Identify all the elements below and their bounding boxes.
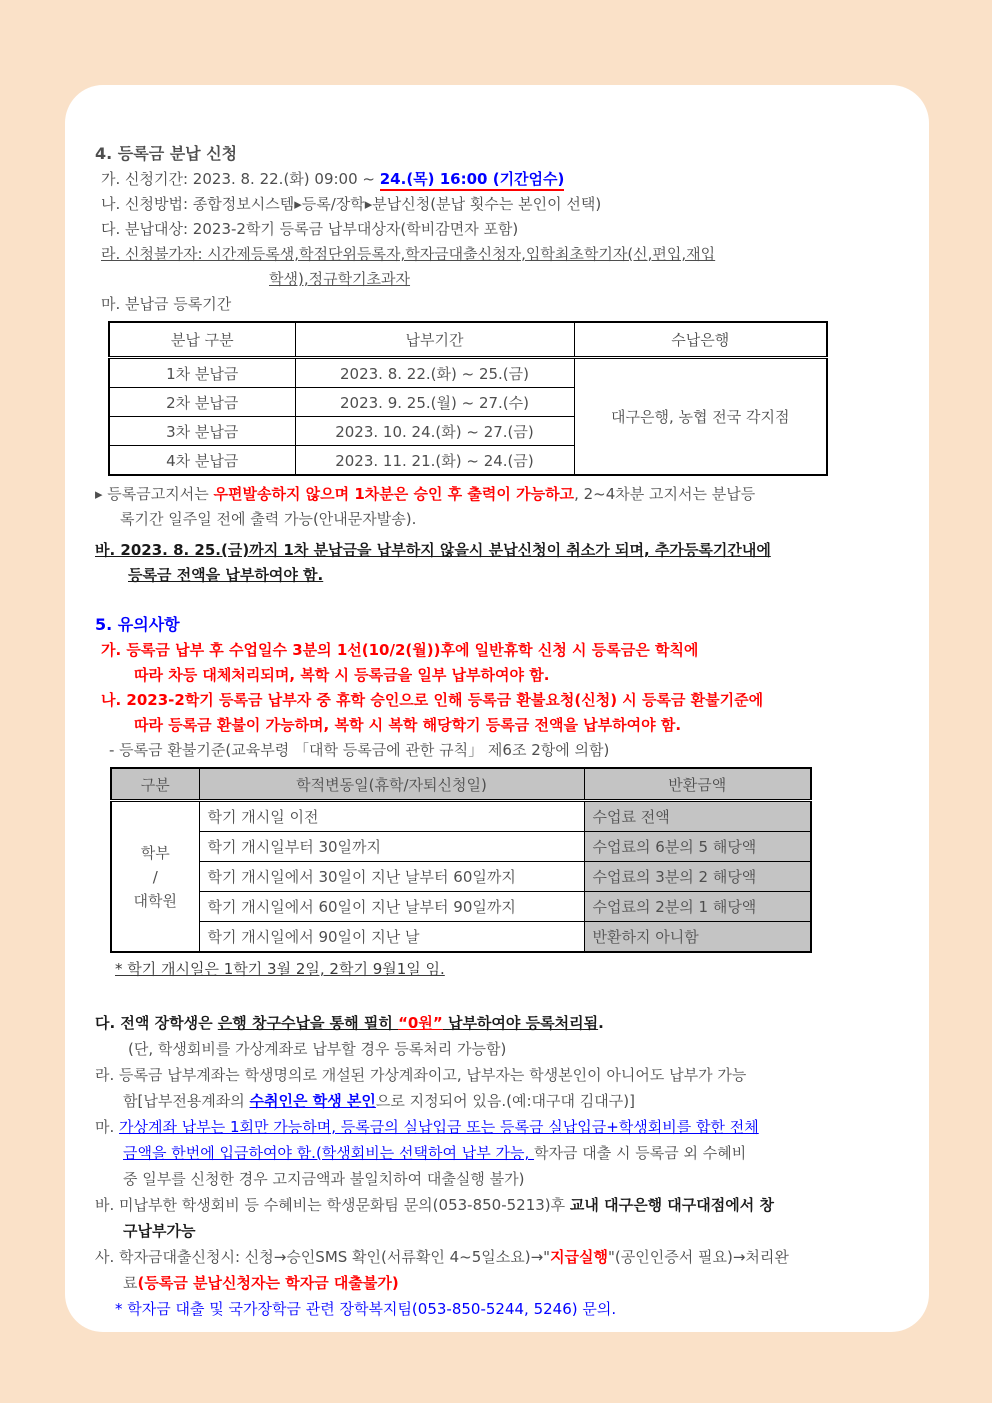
virtual-account-line2 bbox=[95, 1088, 903, 1114]
payment-cell-bank: 대구은행, 농협 전국 각지점 bbox=[574, 358, 827, 476]
leave-rule-line2 bbox=[101, 663, 903, 688]
section5-items bbox=[101, 638, 903, 763]
bill-notice-line2: 록기간 일주일 전에 출력 가능(안내문자발송). bbox=[120, 510, 417, 528]
document-page bbox=[65, 85, 929, 1332]
payment-cell-period: 2023. 10. 24.(화) ~ 27.(금) bbox=[295, 417, 574, 446]
refund-cell-amount: 수업료의 3분의 2 해당액 bbox=[584, 862, 811, 892]
payment-header-bank: 수납은행 bbox=[574, 322, 827, 358]
cancellation-text2: 등록금 전액을 납부하여야 함. bbox=[128, 566, 324, 584]
refund-cell-when: 학기 개시일에서 30일이 지난 날부터 60일까지 bbox=[199, 862, 584, 892]
one-time-deposit-paragraph bbox=[95, 1114, 903, 1192]
refund-table-row bbox=[111, 801, 811, 832]
payment-cell-label: 4차 분납금 bbox=[109, 446, 295, 476]
refund-standard-table bbox=[110, 767, 812, 953]
refund-cell-amount: 수업료의 2분의 1 해당액 bbox=[584, 892, 811, 922]
student-loan-tail: 료 bbox=[123, 1274, 138, 1292]
leave-rule-text2: 따라 차등 대체처리되며, 복학 시 등록금을 일부 납부하여야 함. bbox=[134, 666, 550, 684]
student-loan-pre: 사. 학자금대출신청시: 신청→승인SMS 확인(서류확인 4~5일소요)→" bbox=[95, 1248, 551, 1266]
semester-start-footnote-text: * 학기 개시일은 1학기 3월 2일, 2학기 9월1일 임. bbox=[115, 960, 445, 978]
item-application-method: 나. 신청방법: 종합정보시스템▸등록/장학▸분납신청(분납 횟수는 본인이 선택) bbox=[101, 195, 602, 213]
payment-table-row bbox=[109, 358, 827, 388]
refund-cell-amount: 반환하지 아니함 bbox=[584, 922, 811, 953]
refund-group-line: 대학원 bbox=[133, 891, 177, 910]
scholarship-line2: (단, 학생회비를 가상계좌로 납부할 경우 등록처리 가능함) bbox=[128, 1040, 507, 1058]
refund-cell-amount: 수업료의 6분의 5 해당액 bbox=[584, 832, 811, 862]
cancellation-warning-paragraph bbox=[95, 538, 903, 588]
virtual-account-line1: 라. 등록금 납부계좌는 학생명의로 개설된 가상계좌이고, 납부자는 학생본인이 아니어도 납부가 가능 bbox=[95, 1066, 747, 1084]
refund-table-row bbox=[111, 832, 811, 862]
bank-counter-highlight1: 교내 대구은행 대구대점에서 창 bbox=[569, 1196, 774, 1214]
unpaid-fees-paragraph bbox=[95, 1192, 903, 1244]
student-loan-line1 bbox=[95, 1244, 903, 1270]
payment-cell-period: 2023. 8. 22.(화) ~ 25.(금) bbox=[295, 358, 574, 388]
payment-cell-period: 2023. 11. 21.(화) ~ 24.(금) bbox=[295, 446, 574, 476]
payee-highlight: 수취인은 학생 본인 bbox=[249, 1092, 376, 1110]
student-loan-paragraph bbox=[95, 1244, 903, 1322]
student-loan-line2 bbox=[95, 1270, 903, 1296]
bank-counter-highlight2: 구납부가능 bbox=[123, 1222, 196, 1240]
refund-rule-text2: 따라 등록금 환불이 가능하며, 복학 시 복학 해당학기 등록금 전액을 납부하여야 함. bbox=[134, 716, 682, 734]
item-installment-schedule: 마. 분납금 등록기간 bbox=[101, 295, 232, 313]
unpaid-fees-line2 bbox=[95, 1218, 903, 1244]
payment-cell-label: 3차 분납금 bbox=[109, 417, 295, 446]
refund-cell-when: 학기 개시일 이전 bbox=[199, 801, 584, 832]
application-period-text: 가. 신청기간: 2023. 8. 22.(화) 09:00 ~ bbox=[101, 170, 380, 188]
deposit-line1 bbox=[95, 1114, 903, 1140]
leave-rule-text1: 가. 등록금 납부 후 수업일수 3분의 1선(10/2(월))후에 일반휴학 신청 시 등록금은 학칙에 bbox=[101, 641, 699, 659]
scholarship-period-mark: . bbox=[598, 1014, 604, 1032]
refund-group-line: / bbox=[152, 867, 158, 886]
section4-title: 4. 등록금 분납 신청 bbox=[95, 144, 238, 163]
payment-table-header-row bbox=[109, 322, 827, 358]
bill-notice-line1 bbox=[95, 482, 903, 507]
loan-contact-text: * 학자금 대출 및 국가장학금 관련 장학복지팀(053-850-5244, 5246) 문의. bbox=[115, 1300, 617, 1318]
scholarship-line1 bbox=[95, 1010, 903, 1036]
refund-header-division: 구분 bbox=[111, 768, 199, 801]
bill-notice-post: , 2~4차분 고지서는 분납등 bbox=[574, 485, 756, 503]
unpaid-fees-line1 bbox=[95, 1192, 903, 1218]
payment-cell-period: 2023. 9. 25.(월) ~ 27.(수) bbox=[295, 388, 574, 417]
refund-header-change-date: 학적변동일(휴학/자퇴신청일) bbox=[199, 768, 584, 801]
scholarship-pre: 다. 전액 장학생은 bbox=[95, 1014, 218, 1032]
refund-cell-when: 학기 개시일에서 60일이 지난 날부터 90일까지 bbox=[199, 892, 584, 922]
item-application-period bbox=[101, 167, 903, 192]
refund-cell-amount: 수업료 전액 bbox=[584, 801, 811, 832]
loan-execution-highlight: 지급실행 bbox=[550, 1248, 609, 1266]
loan-contact-note bbox=[95, 1296, 903, 1322]
item-not-eligible-line2 bbox=[101, 267, 903, 292]
not-eligible-text2: 학생),정규학기초과자 bbox=[269, 270, 411, 288]
scholarship-underlined1: 은행 창구수납을 통해 필히 bbox=[217, 1014, 399, 1032]
cancellation-line2 bbox=[95, 563, 903, 588]
refund-cell-when: 학기 개시일부터 30일까지 bbox=[199, 832, 584, 862]
section4-items bbox=[101, 167, 903, 317]
deposit-blue1: 가상계좌 납부는 1회만 가능하며, 등록금의 실납입금 또는 등록금 실납입금+학생회비를 합한 전체 bbox=[119, 1118, 759, 1136]
application-deadline-highlight: 24.(목) 16:00 (기간엄수) bbox=[380, 170, 565, 191]
deposit-gray1: 학자금 대출 시 등록금 외 수혜비 bbox=[534, 1144, 747, 1162]
refund-group-cell bbox=[111, 801, 199, 953]
refund-group-line: 학부 bbox=[140, 843, 170, 862]
leave-rule-line1 bbox=[101, 638, 903, 663]
installment-payment-table bbox=[108, 321, 828, 476]
virtual-account-paragraph bbox=[95, 1062, 903, 1114]
virtual-account-pre: 함[납부전용계좌의 bbox=[123, 1092, 250, 1110]
virtual-account-post: 으로 지정되어 있음.(예:대구대 김대구)] bbox=[375, 1092, 635, 1110]
refund-table-header-row bbox=[111, 768, 811, 801]
payment-header-division: 분납 구분 bbox=[109, 322, 295, 358]
semester-start-footnote bbox=[95, 957, 903, 982]
payment-header-period: 납부기간 bbox=[295, 322, 574, 358]
refund-table-row bbox=[111, 862, 811, 892]
zero-won-highlight: “0원” bbox=[398, 1014, 443, 1032]
item-not-eligible-line1 bbox=[101, 242, 903, 267]
loan-restriction-highlight: (등록금 분납신청자는 학자금 대출불가) bbox=[137, 1274, 399, 1292]
payment-cell-label: 2차 분납금 bbox=[109, 388, 295, 417]
scholarship-paragraph bbox=[95, 1010, 903, 1062]
refund-cell-when: 학기 개시일에서 90일이 지난 날 bbox=[199, 922, 584, 953]
payment-cell-label: 1차 분납금 bbox=[109, 358, 295, 388]
refund-header-amount: 반환금액 bbox=[584, 768, 811, 801]
deposit-blue2: 금액을 한번에 입금하여야 함.(학생회비는 선택하여 납부 가능, bbox=[123, 1144, 535, 1162]
cancellation-line1 bbox=[95, 538, 903, 563]
unpaid-fees-pre: 바. 미납부한 학생회비 등 수혜비는 학생문화팀 문의(053-850-5213)후 bbox=[95, 1196, 570, 1214]
refund-rule-line1 bbox=[101, 688, 903, 713]
section5-title: 5. 유의사항 bbox=[95, 615, 180, 634]
not-eligible-text1: 라. 신청불가자: 시간제등록생,학점단위등록자,학자금대출신청자,입학최초학기자(신,편입,재입 bbox=[101, 245, 716, 263]
bill-notice-red: 우편발송하지 않으며 1차분은 승인 후 출력이 가능하고 bbox=[213, 485, 575, 503]
item-installment-target: 다. 분납대상: 2023-2학기 등록금 납부대상자(학비감면자 포함) bbox=[101, 220, 519, 238]
cancellation-text1: 바. 2023. 8. 25.(금)까지 1차 분납금을 납부하지 않을시 분납신청이 취소가 되며, 추가등록기간내에 bbox=[95, 541, 771, 559]
bill-notice-pre: ▸ 등록금고지서는 bbox=[95, 485, 214, 503]
scholarship-underlined2: 납부하여야 등록처리됨 bbox=[442, 1014, 599, 1032]
bill-notice-paragraph bbox=[95, 482, 903, 532]
refund-table-row bbox=[111, 892, 811, 922]
refund-standard-note: - 등록금 환불기준(교육부령 「대학 등록금에 관한 규칙」 제6조 2항에 의함) bbox=[109, 741, 610, 759]
deposit-label: 마. bbox=[95, 1118, 120, 1136]
deposit-line3: 중 일부를 신청한 경우 고지금액과 불일치하여 대출실행 불가) bbox=[123, 1170, 525, 1188]
refund-rule-text1: 나. 2023-2학기 등록금 납부자 중 휴학 승인으로 인해 등록금 환불요청(신청) 시 등록금 환불기준에 bbox=[101, 691, 764, 709]
refund-rule-line2 bbox=[101, 713, 903, 738]
deposit-line2 bbox=[95, 1140, 903, 1166]
refund-table-row bbox=[111, 922, 811, 953]
student-loan-mid: "(공인인증서 필요)→처리완 bbox=[608, 1248, 789, 1266]
